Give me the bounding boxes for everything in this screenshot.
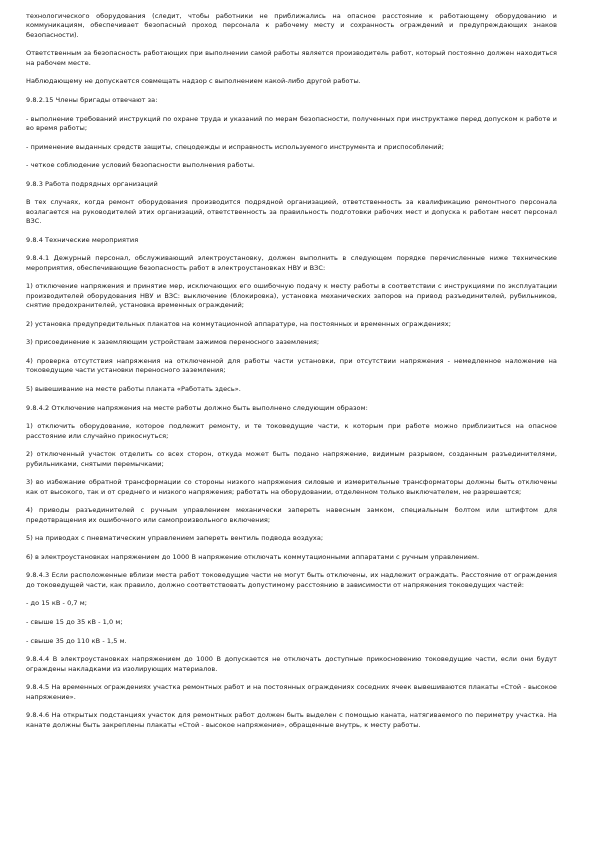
list-item-distance-35kv: - свыше 15 до 35 кВ - 1,0 м; [26,617,123,626]
list-item-voltage-check: 4) проверка отсутствия напряжения на отключенной для работы части установки, при отсутствии напряжения - немедленное наложение на токоведущие части установки переносного заземления; [26,356,557,375]
list-item-instructions: - выполнение требований инструкций по охране труда и указаний по мерам безопасности, полученных при инструктаже перед допуском к работе и во время работы; [26,114,557,132]
list-item-lock-drives: 4) приводы разъединителей с ручным управлением механически запереть навесным замком, специальным болтом или штифтом для предотвращения их ошибочного или самопроизвольного включения; [26,506,557,524]
list-item-disconnect-equipment: 1) отключить оборудование, которое подлежит ремонту, и те токоведущие части, к которым при работе можно приблизиться на опасное расстояние или случайно прикоснуться; [26,422,557,440]
paragraph-9-8-4-4: 9.8.4.4 В электроустановках напряжением до 1000 В допускается не отключать доступные прикосновению токоведущие части, если они будут ограждены накладками из изолирующих материалов. [26,655,557,673]
paragraph-duties-observer: технологического оборудования (следит, чтобы работники не приближались на опасное расстояние к работающему оборудованию и коммуникациям, обеспечивает безопасный проход персонала к рабочему месту и сохранность ограждений и предупреждающих знаков безопасности). [26,12,557,39]
list-item-protective-means: - применение выданных средств защиты, спецодежды и исправность используемого инструмента и приспособлений; [26,142,444,151]
list-item-low-voltage-switching: 6) в электроустановках напряжением до 1000 В напряжение отключать коммутационными аппаратами с ручным управлением. [26,552,480,561]
paragraph-responsible-safety: Ответственным за безопасность работающих при выполнении самой работы является производитель работ, который постоянно должен находиться на рабочем месте. [26,49,557,67]
list-item-safety-conditions: - четкое соблюдение условий безопасности выполнения работы. [26,161,255,170]
list-item-disconnect-voltage: 1) отключение напряжения и принятие мер, исключающих его ошибочную подачу к месту работы в соответствии с инструкциями по эксплуатации производителей оборудования НВУ и ВЗС: выключение (блокировка), установка механических запоров на привод разъединителей, рубильников, снятие предохранителей, установка временных ограждений; [26,282,557,310]
paragraph-observer-restriction: Наблюдающему не допускается совмещать надзор с выполнением какой-либо другой работы. [26,77,361,86]
section-heading-9-8-2-15: 9.8.2.15 Члены бригады отвечают за: [26,96,158,104]
paragraph-9-8-4-5: 9.8.4.5 На временных ограждениях участка ремонтных работ и на постоянных ограждениях соседних ячеек вывешиваются плакаты «Стой - высокое напряжение». [26,683,557,701]
paragraph-9-8-4-3: 9.8.4.3 Если расположенные вблизи места работ токоведущие части не могут быть отключены, их надлежит ограждать. Расстояние от ограждения до токоведущей части, как правило, должно соответствовать допустимому расстоянию в зависимости от напряжения токоведущих частей: [26,571,557,589]
paragraph-contractors: В тех случаях, когда ремонт оборудования производится подрядной организацией, ответственность за квалификацию ремонтного персонала возлагается на руководителей этих организаций, ответственность за правильность подготовки рабочих мест и допуска к работам несет персонал ВЗС. [26,198,557,226]
list-item-reverse-transformation: 3) во избежание обратной трансформации со стороны низкого напряжения силовые и измерительные трансформаторы должны быть отключены как от высокого, так и от среднего и низкого напряжения; работать на оборудовании, отделенном только выключателем, не разрешается; [26,478,557,496]
list-item-warning-posters: 2) установка предупредительных плакатов на коммутационной аппаратуре, на постоянных и временных ограждениях; [26,319,451,328]
section-heading-9-8-3: 9.8.3 Работа подрядных организаций [26,179,158,188]
paragraph-9-8-4-6: 9.8.4.6 На открытых подстанциях участок для ремонтных работ должен быть выделен с помощью каната, натягиваемого по периметру участка. На канате должны быть закреплены плакаты «Стой - высокое напряжение», обращенные внутрь, к месту работы. [26,711,557,729]
list-item-grounding-clamps: 3) присоединение к заземляющим устройствам зажимов переносного заземления; [26,338,320,347]
paragraph-9-8-4-1: 9.8.4.1 Дежурный персонал, обслуживающий электроустановку, должен выполнить в следующем порядке перечисленные ниже технические мероприятия, обеспечивающие безопасность работ в электроустановках НВУ и ВЗС: [26,254,557,272]
paragraph-9-8-4-2: 9.8.4.2 Отключение напряжения на месте работы должно быть выполнено следующим образом: [26,403,368,412]
section-heading-9-8-4: 9.8.4 Технические мероприятия [26,235,139,244]
list-item-isolate-section: 2) отключенный участок отделить со всех сторон, откуда может быть подано напряжение, видимым разрывом, созданным разъединителями, рубильниками, снятыми перемычками; [26,450,557,468]
list-item-distance-15kv: - до 15 кВ - 0,7 м; [26,599,88,608]
list-item-work-here-poster: 5) вывешивание на месте работы плаката «Работать здесь». [26,384,241,393]
list-item-distance-110kv: - свыше 35 до 110 кВ - 1,5 м. [26,636,127,645]
list-item-pneumatic-valve: 5) на приводах с пневматическим управлением запереть вентиль подвода воздуха; [26,534,324,543]
